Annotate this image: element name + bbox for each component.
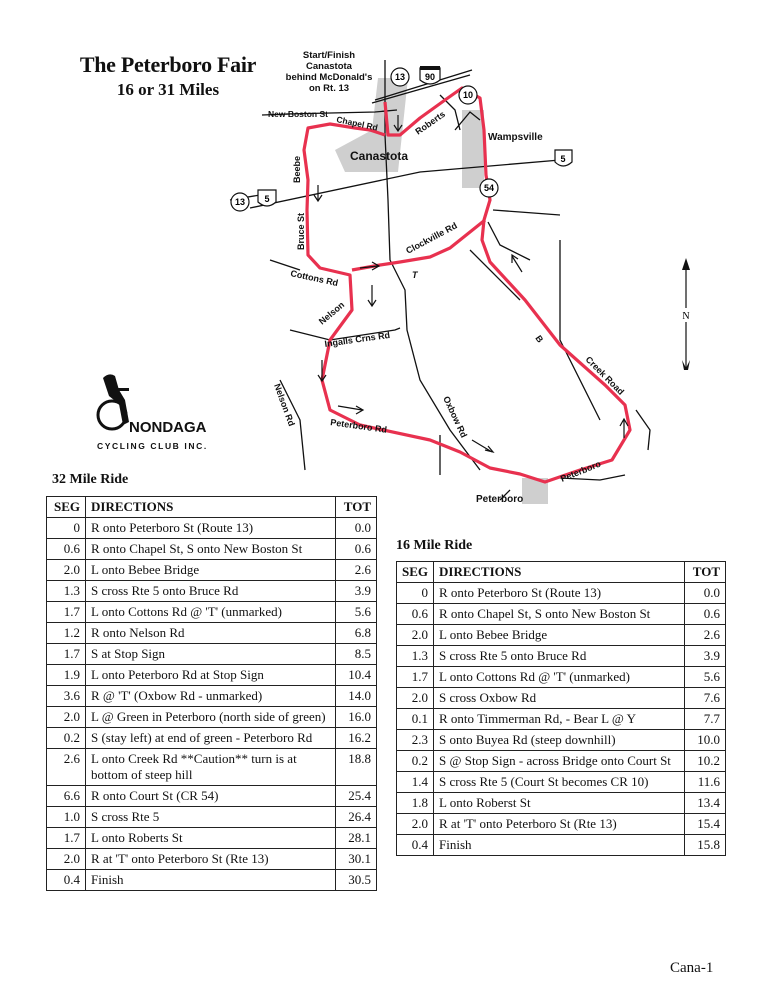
col-directions: DIRECTIONS	[86, 497, 336, 518]
seg-cell: 1.8	[397, 793, 434, 814]
direction-cell: S cross Rte 5	[86, 807, 336, 828]
direction-cell: L onto Peterboro Rd at Stop Sign	[86, 665, 336, 686]
total-cell: 28.1	[336, 828, 377, 849]
direction-cell: L onto Roberts St	[86, 828, 336, 849]
table-row	[47, 749, 377, 786]
table-row	[397, 835, 726, 856]
table-row	[47, 518, 377, 539]
table-row	[47, 786, 377, 807]
table-row	[397, 709, 726, 730]
shield-5-east-label: 5	[560, 154, 566, 164]
direction-cell: L @ Green in Peterboro (north side of green)	[86, 707, 336, 728]
seg-cell: 0	[397, 583, 434, 604]
total-cell: 18.8	[336, 749, 377, 786]
table-row	[47, 707, 377, 728]
cyclist-icon	[103, 374, 129, 425]
direction-cell: L onto Creek Rd **Caution** turn is at bottom of steep hill	[86, 749, 336, 786]
direction-cell: R onto Court St (CR 54)	[86, 786, 336, 807]
table-row	[397, 646, 726, 667]
direction-cell: R onto Chapel St, S onto New Boston St	[434, 604, 685, 625]
label-cottons: Cottons Rd	[289, 268, 340, 289]
direction-cell: L onto Cottons Rd @ 'T' (unmarked)	[434, 667, 685, 688]
start-label-line3: behind McDonald's	[285, 72, 373, 83]
seg-cell: 2.0	[397, 625, 434, 646]
table-row	[47, 807, 377, 828]
label-t: T	[412, 270, 418, 280]
ride16-table	[396, 561, 726, 856]
seg-cell: 1.3	[47, 581, 86, 602]
table-row	[47, 581, 377, 602]
table-row	[47, 602, 377, 623]
label-creek: Creek Road	[583, 354, 627, 397]
direction-cell: Finish	[434, 835, 685, 856]
start-label-line4: on Rt. 13	[308, 83, 350, 94]
table-row	[397, 625, 726, 646]
seg-cell: 2.0	[397, 688, 434, 709]
table-row	[47, 849, 377, 870]
seg-cell: 1.4	[397, 772, 434, 793]
direction-cell: R onto Peterboro St (Route 13)	[434, 583, 685, 604]
col-seg: SEG	[47, 497, 86, 518]
table-row	[47, 728, 377, 749]
total-cell: 16.0	[336, 707, 377, 728]
direction-cell: L onto Bebee Bridge	[434, 625, 685, 646]
label-b: B	[533, 333, 546, 345]
direction-cell: S cross Rte 5 (Court St becomes CR 10)	[434, 772, 685, 793]
label-roberts: Roberts	[413, 108, 448, 137]
total-cell: 2.6	[685, 625, 726, 646]
seg-cell: 6.6	[47, 786, 86, 807]
direction-cell: S cross Rte 5 onto Bruce Rd	[86, 581, 336, 602]
seg-cell: 2.0	[47, 707, 86, 728]
shield-90-label: 90	[424, 72, 436, 82]
north-arrow-icon	[680, 258, 692, 370]
seg-cell: 0.2	[397, 751, 434, 772]
direction-cell: S @ Stop Sign - across Bridge onto Court St	[434, 751, 685, 772]
north-label: N	[682, 311, 690, 322]
table-row	[47, 686, 377, 707]
total-cell: 8.5	[336, 644, 377, 665]
direction-cell: L onto Bebee Bridge	[86, 560, 336, 581]
label-peterboro-rd: Peterboro Rd	[329, 417, 388, 435]
label-bruce: Bruce St	[296, 212, 306, 250]
label-clockville: Clockville Rd	[404, 220, 459, 256]
total-cell: 5.6	[685, 667, 726, 688]
label-oxbow: Oxbow Rd	[441, 394, 470, 440]
total-cell: 10.2	[685, 751, 726, 772]
table-row	[397, 730, 726, 751]
direction-cell: R @ 'T' (Oxbow Rd - unmarked)	[86, 686, 336, 707]
total-cell: 6.8	[336, 623, 377, 644]
ride16-heading: 16 Mile Ride	[396, 538, 473, 553]
total-cell: 25.4	[336, 786, 377, 807]
direction-cell: R at 'T' onto Peterboro St (Rte 13)	[86, 849, 336, 870]
col-directions: DIRECTIONS	[434, 562, 685, 583]
shield-13-west-label: 13	[234, 197, 246, 207]
seg-cell: 0.2	[47, 728, 86, 749]
total-cell: 0.6	[685, 604, 726, 625]
total-cell: 15.8	[685, 835, 726, 856]
shield-54-label: 54	[483, 183, 495, 193]
table-row	[47, 828, 377, 849]
table-row	[397, 793, 726, 814]
table-row	[47, 870, 377, 891]
total-cell: 5.6	[336, 602, 377, 623]
total-cell: 10.4	[336, 665, 377, 686]
seg-cell: 2.0	[397, 814, 434, 835]
col-tot: TOT	[336, 497, 377, 518]
club-logo-word: NONDAGA	[129, 419, 207, 436]
seg-cell: 0.1	[397, 709, 434, 730]
shield-13-label: 13	[394, 72, 406, 82]
label-ingalls: Ingalls Crns Rd	[323, 329, 391, 349]
table-row	[47, 623, 377, 644]
map-labels	[268, 50, 626, 505]
town-peterboro: Peterboro	[476, 494, 524, 505]
seg-cell: 0.4	[397, 835, 434, 856]
direction-cell: R onto Nelson Rd	[86, 623, 336, 644]
seg-cell: 3.6	[47, 686, 86, 707]
direction-cell: R onto Timmerman Rd, - Bear L @ Y	[434, 709, 685, 730]
total-cell: 0.0	[685, 583, 726, 604]
table-row	[47, 560, 377, 581]
direction-cell: R onto Peterboro St (Route 13)	[86, 518, 336, 539]
table-row	[397, 751, 726, 772]
seg-cell: 1.7	[47, 602, 86, 623]
total-cell: 30.5	[336, 870, 377, 891]
seg-cell: 2.0	[47, 849, 86, 870]
table-row	[397, 688, 726, 709]
page-title: The Peterboro Fair	[79, 52, 257, 77]
seg-cell: 0.6	[397, 604, 434, 625]
seg-cell: 0	[47, 518, 86, 539]
direction-cell: S at Stop Sign	[86, 644, 336, 665]
club-logo	[95, 370, 235, 455]
label-nelson-rd: Nelson Rd	[272, 382, 297, 428]
label-nelson: Nelson	[316, 299, 347, 327]
label-peterboro-st: Peterboro	[559, 458, 603, 484]
ride32-heading: 32 Mile Ride	[52, 472, 129, 487]
label-chapel: Chapel Rd	[335, 114, 379, 133]
shield-5-west-label: 5	[264, 194, 270, 204]
direction-cell: S cross Rte 5 onto Bruce Rd	[434, 646, 685, 667]
club-name: CYCLING CLUB INC.	[97, 441, 208, 451]
table-row	[397, 814, 726, 835]
seg-cell: 1.7	[397, 667, 434, 688]
page-subtitle: 16 or 31 Miles	[116, 80, 220, 99]
direction-cell: R onto Chapel St, S onto New Boston St	[86, 539, 336, 560]
seg-cell: 2.6	[47, 749, 86, 786]
direction-cell: R at 'T' onto Peterboro St (Rte 13)	[434, 814, 685, 835]
seg-cell: 1.9	[47, 665, 86, 686]
table-row	[47, 665, 377, 686]
total-cell: 16.2	[336, 728, 377, 749]
town-canastota: Canastota	[350, 149, 409, 163]
direction-cell: S onto Buyea Rd (steep downhill)	[434, 730, 685, 751]
total-cell: 30.1	[336, 849, 377, 870]
label-new-boston: New Boston St	[268, 109, 328, 119]
town-wampsville: Wampsville	[488, 132, 543, 143]
seg-cell: 1.0	[47, 807, 86, 828]
seg-cell: 1.7	[47, 828, 86, 849]
shield-10-label: 10	[462, 90, 474, 100]
wampsville-area	[462, 110, 484, 188]
direction-cell: S cross Oxbow Rd	[434, 688, 685, 709]
table-row	[47, 539, 377, 560]
seg-cell: 0.6	[47, 539, 86, 560]
ride32-table	[46, 496, 377, 891]
total-cell: 11.6	[685, 772, 726, 793]
table-row	[397, 583, 726, 604]
total-cell: 7.7	[685, 709, 726, 730]
table-row	[397, 667, 726, 688]
label-beebe: Beebe	[292, 155, 302, 183]
direction-cell: S (stay left) at end of green - Peterboro Rd	[86, 728, 336, 749]
page-number: Cana-1	[670, 960, 714, 976]
seg-cell: 1.3	[397, 646, 434, 667]
total-cell: 7.6	[685, 688, 726, 709]
total-cell: 13.4	[685, 793, 726, 814]
total-cell: 2.6	[336, 560, 377, 581]
col-tot: TOT	[685, 562, 726, 583]
roads	[230, 60, 650, 500]
direction-cell: L onto Cottons Rd @ 'T' (unmarked)	[86, 602, 336, 623]
start-label-line2: Canastota	[306, 61, 352, 72]
seg-cell: 1.7	[47, 644, 86, 665]
seg-cell: 1.2	[47, 623, 86, 644]
table-row	[47, 644, 377, 665]
total-cell: 14.0	[336, 686, 377, 707]
direction-cell: Finish	[86, 870, 336, 891]
col-seg: SEG	[397, 562, 434, 583]
seg-cell: 2.3	[397, 730, 434, 751]
total-cell: 0.6	[336, 539, 377, 560]
start-label-line1: Start/Finish	[302, 50, 356, 61]
total-cell: 10.0	[685, 730, 726, 751]
total-cell: 0.0	[336, 518, 377, 539]
table-row	[397, 604, 726, 625]
total-cell: 15.4	[685, 814, 726, 835]
seg-cell: 0.4	[47, 870, 86, 891]
total-cell: 3.9	[336, 581, 377, 602]
total-cell: 26.4	[336, 807, 377, 828]
seg-cell: 2.0	[47, 560, 86, 581]
direction-cell: L onto Roberst St	[434, 793, 685, 814]
total-cell: 3.9	[685, 646, 726, 667]
table-row	[397, 772, 726, 793]
